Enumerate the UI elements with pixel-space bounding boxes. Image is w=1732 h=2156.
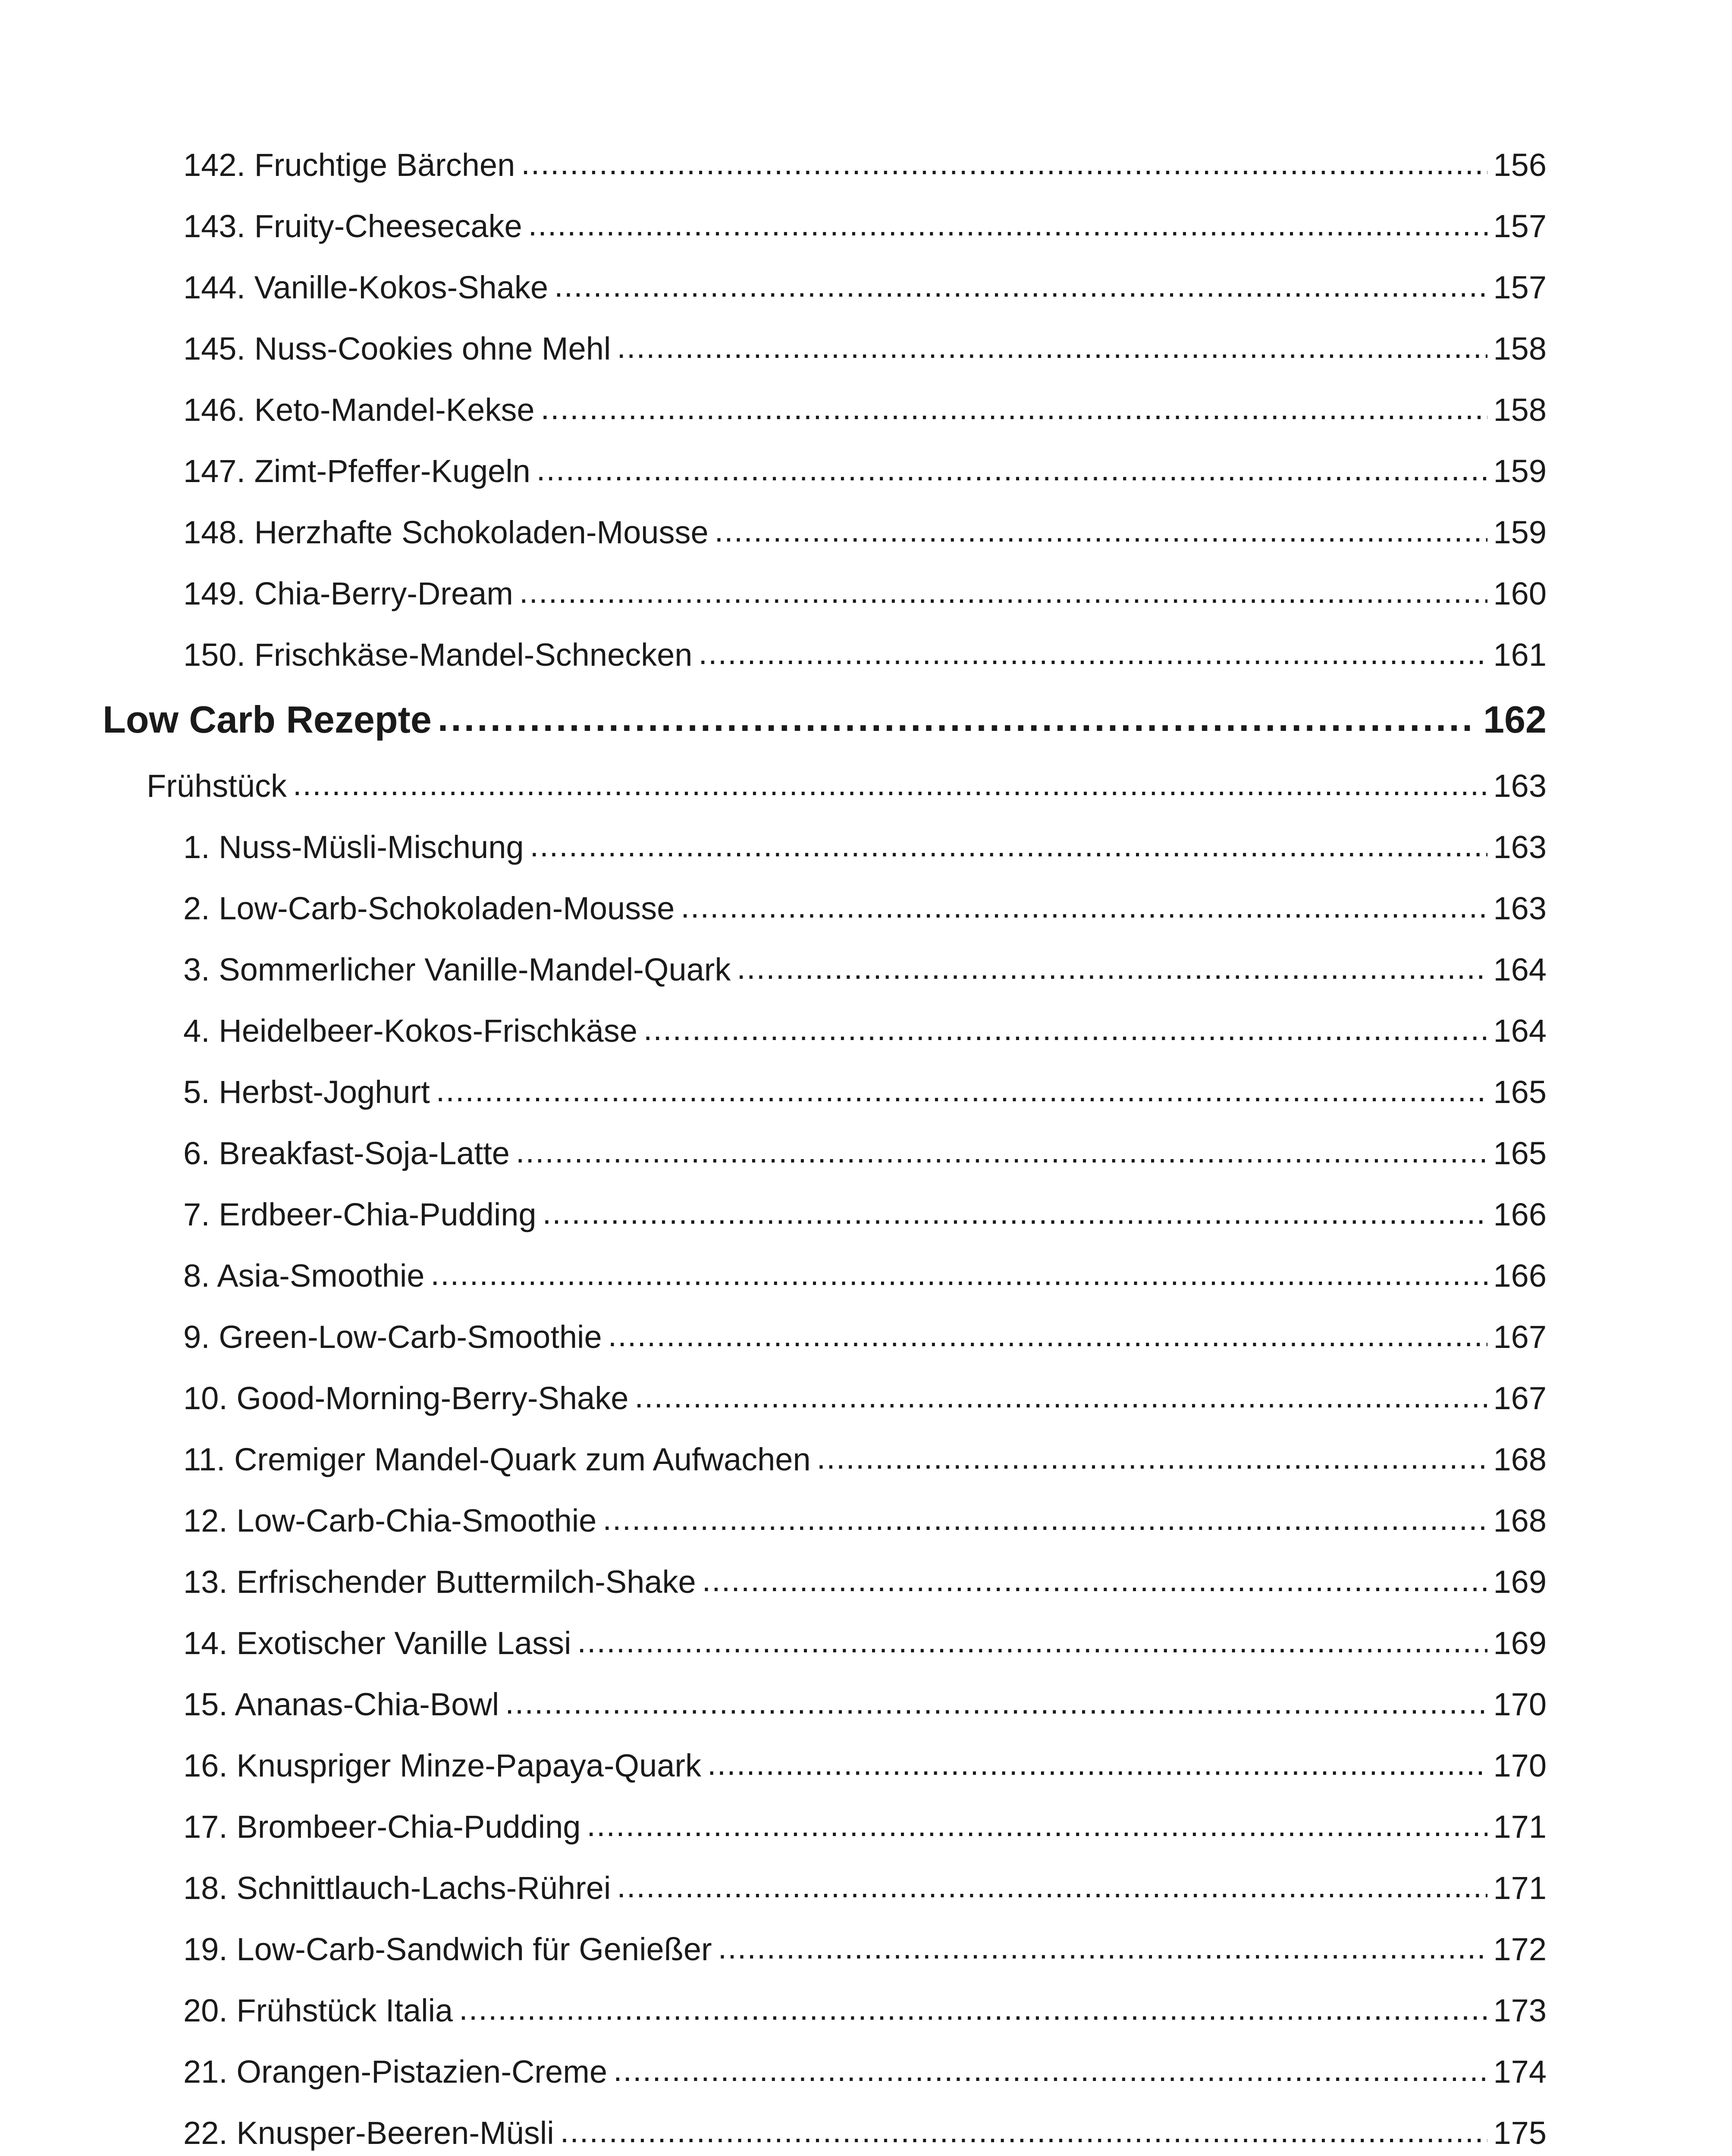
dot-leader [715, 512, 1487, 549]
toc-entry-title: 3. Sommerlicher Vanille-Mandel-Quark [183, 952, 731, 987]
toc-entry [0, 1135, 1547, 1196]
dot-leader [430, 1256, 1487, 1292]
toc-entry-page-number: 160 [1493, 576, 1547, 611]
toc-entry-title: 8. Asia-Smoothie [183, 1258, 425, 1294]
toc-entry-page-number: 171 [1493, 1809, 1547, 1845]
toc-entry [0, 1012, 1547, 1074]
toc-entry [0, 1931, 1547, 1992]
toc-entry-page-number: 164 [1493, 952, 1547, 987]
toc-entry-title: 16. Knuspriger Minze-Papaya-Quark [183, 1748, 702, 1783]
dot-leader [505, 1684, 1487, 1721]
dot-leader [718, 1929, 1487, 1966]
dot-leader [613, 2052, 1487, 2088]
dot-leader [817, 1439, 1487, 1476]
toc-entry [0, 1686, 1547, 1747]
dot-leader [698, 635, 1487, 671]
toc-entry-page-number: 163 [1493, 768, 1547, 804]
toc-entry-page-number: 159 [1493, 514, 1547, 550]
toc-entry [0, 1564, 1547, 1625]
toc-entry-title: 150. Frischkäse-Mandel-Schnecken [183, 637, 693, 673]
toc-entry-title: 2. Low-Carb-Schokoladen-Mousse [183, 890, 675, 926]
toc-entry [0, 1870, 1547, 1931]
toc-entry-page-number: 173 [1493, 1993, 1547, 2028]
dot-leader [540, 390, 1487, 426]
toc-entry-title: 17. Brombeer-Chia-Pudding [183, 1809, 581, 1845]
toc-entry [0, 1319, 1547, 1380]
toc-entry-title: 11. Cremiger Mandel-Quark zum Aufwachen [183, 1442, 811, 1477]
toc-entry [0, 208, 1547, 269]
toc-entry-page-number: 167 [1493, 1319, 1547, 1355]
toc-entry-title: 145. Nuss-Cookies ohne Mehl [183, 331, 611, 367]
dot-leader [617, 1868, 1487, 1905]
dot-leader [530, 827, 1487, 864]
toc-entry-title: 143. Fruity-Cheesecake [183, 208, 522, 244]
dot-leader [519, 573, 1487, 610]
toc-entry-page-number: 171 [1493, 1870, 1547, 1906]
toc-entry-page-number: 159 [1493, 453, 1547, 489]
toc-entry-page-number: 165 [1493, 1074, 1547, 1110]
dot-leader [608, 1317, 1487, 1354]
table-of-contents [0, 147, 1732, 2156]
dot-leader [554, 267, 1487, 304]
toc-entry [0, 1808, 1547, 1870]
toc-entry-page-number: 157 [1493, 270, 1547, 305]
toc-entry-title: 146. Keto-Mandel-Kekse [183, 392, 535, 428]
toc-entry-title: 142. Fruchtige Bärchen [183, 147, 515, 183]
toc-entry [0, 2115, 1547, 2156]
toc-entry-title: 1. Nuss-Müsli-Mischung [183, 829, 524, 865]
toc-entry [0, 1625, 1547, 1686]
dot-leader [602, 1501, 1487, 1537]
toc-entry-title: 144. Vanille-Kokos-Shake [183, 270, 549, 305]
toc-entry-page-number: 156 [1493, 147, 1547, 183]
toc-entry [0, 1380, 1547, 1441]
toc-entry-title: Frühstück [147, 768, 287, 804]
toc-entry-title: 14. Exotischer Vanille Lassi [183, 1625, 571, 1661]
dot-leader [587, 1807, 1487, 1843]
toc-entry [0, 2053, 1547, 2115]
toc-entry [0, 1992, 1547, 2053]
toc-subsection-entry [0, 768, 1547, 829]
toc-entry-page-number: 174 [1493, 2054, 1547, 2090]
toc-entry [0, 514, 1547, 575]
dot-leader [537, 451, 1487, 488]
toc-entry-title: 147. Zimt-Pfeffer-Kugeln [183, 453, 530, 489]
toc-entry-page-number: 175 [1493, 2115, 1547, 2151]
toc-entry-page-number: 162 [1483, 698, 1547, 741]
toc-entry-page-number: 164 [1493, 1013, 1547, 1049]
toc-entry-title: 21. Orangen-Pistazien-Creme [183, 2054, 607, 2090]
toc-entry-page-number: 169 [1493, 1564, 1547, 1600]
toc-entry-page-number: 158 [1493, 392, 1547, 428]
toc-entry-title: 6. Breakfast-Soja-Latte [183, 1135, 510, 1171]
toc-entry-title: 15. Ananas-Chia-Bowl [183, 1686, 499, 1722]
dot-leader [438, 696, 1477, 740]
toc-entry-title: 20. Frühstück Italia [183, 1993, 453, 2028]
dot-leader [560, 2113, 1487, 2150]
toc-entry [0, 575, 1547, 636]
toc-entry-title: 9. Green-Low-Carb-Smoothie [183, 1319, 602, 1355]
toc-entry-page-number: 163 [1493, 829, 1547, 865]
dot-leader [516, 1133, 1487, 1170]
toc-entry-page-number: 166 [1493, 1258, 1547, 1294]
toc-entry-title: 5. Herbst-Joghurt [183, 1074, 430, 1110]
toc-entry-page-number: 157 [1493, 208, 1547, 244]
dot-leader [459, 1990, 1487, 2027]
toc-entry [0, 1074, 1547, 1135]
toc-entry-title: 18. Schnittlauch-Lachs-Rührei [183, 1870, 611, 1906]
toc-entry [0, 330, 1547, 392]
toc-entry [0, 392, 1547, 453]
toc-entry-title: Low Carb Rezepte [103, 698, 432, 741]
toc-entry-title: 22. Knusper-Beeren-Müsli [183, 2115, 554, 2151]
dot-leader [617, 329, 1487, 365]
dot-leader [681, 888, 1487, 925]
toc-entry [0, 1196, 1547, 1257]
toc-entry-title: 10. Good-Morning-Berry-Shake [183, 1380, 629, 1416]
toc-entry-page-number: 169 [1493, 1625, 1547, 1661]
toc-entry [0, 1257, 1547, 1319]
toc-entry-title: 13. Erfrischender Buttermilch-Shake [183, 1564, 696, 1600]
dot-leader [707, 1745, 1487, 1782]
toc-entry-page-number: 167 [1493, 1380, 1547, 1416]
dot-leader [702, 1562, 1487, 1598]
toc-entry [0, 890, 1547, 951]
toc-entry-page-number: 161 [1493, 637, 1547, 673]
toc-entry [0, 951, 1547, 1012]
dot-leader [634, 1378, 1487, 1415]
toc-entry [0, 636, 1547, 698]
toc-entry [0, 1747, 1547, 1808]
toc-entry-title: 148. Herzhafte Schokoladen-Mousse [183, 514, 709, 550]
toc-entry-title: 12. Low-Carb-Chia-Smoothie [183, 1503, 597, 1539]
toc-entry [0, 1502, 1547, 1564]
dot-leader [737, 950, 1487, 986]
dot-leader [577, 1623, 1487, 1660]
toc-entry-title: 149. Chia-Berry-Dream [183, 576, 513, 611]
dot-leader [528, 206, 1487, 243]
toc-entry-page-number: 170 [1493, 1686, 1547, 1722]
dot-leader [543, 1194, 1487, 1231]
toc-section-heading [0, 698, 1547, 768]
toc-entry-title: 19. Low-Carb-Sandwich für Genießer [183, 1931, 712, 1967]
dot-leader [436, 1072, 1487, 1109]
dot-leader [643, 1011, 1487, 1047]
toc-entry-page-number: 168 [1493, 1503, 1547, 1539]
toc-entry-page-number: 172 [1493, 1931, 1547, 1967]
toc-entry-page-number: 166 [1493, 1197, 1547, 1232]
toc-entry [0, 269, 1547, 330]
toc-entry-title: 4. Heidelbeer-Kokos-Frischkäse [183, 1013, 637, 1049]
toc-entry-title: 7. Erdbeer-Chia-Pudding [183, 1197, 537, 1232]
toc-entry [0, 453, 1547, 514]
toc-entry-page-number: 168 [1493, 1442, 1547, 1477]
toc-entry-page-number: 165 [1493, 1135, 1547, 1171]
toc-entry-page-number: 158 [1493, 331, 1547, 367]
toc-entry [0, 829, 1547, 890]
toc-entry [0, 1441, 1547, 1502]
toc-entry [0, 147, 1547, 208]
toc-entry-page-number: 170 [1493, 1748, 1547, 1783]
dot-leader [293, 766, 1487, 802]
dot-leader [521, 145, 1487, 182]
toc-entry-page-number: 163 [1493, 890, 1547, 926]
